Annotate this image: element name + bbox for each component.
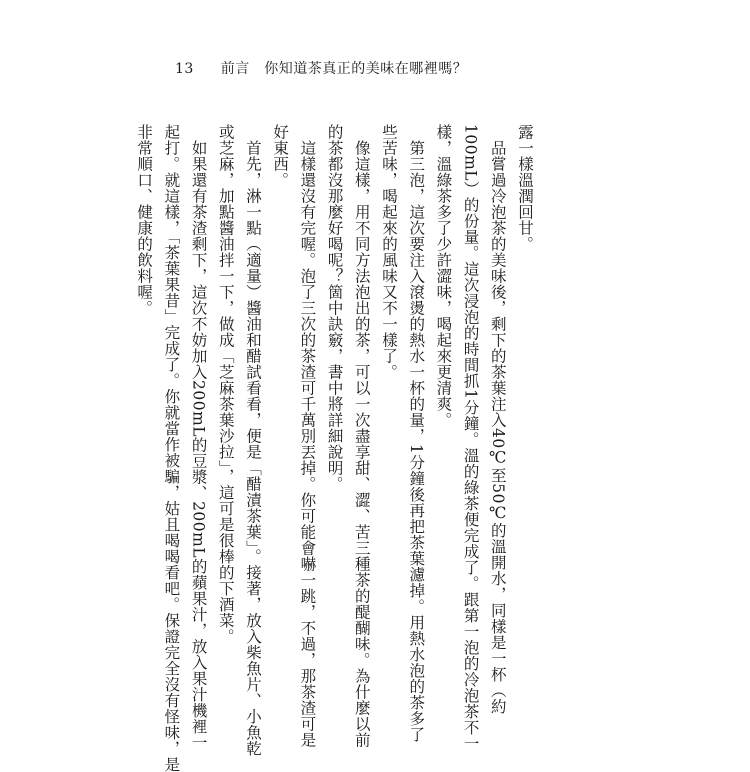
text-line: 非常順口、健康的飲料喔。 xyxy=(135,124,154,316)
text-line: 的茶都沒那麼好喝呢？箇中訣竅，書中將詳細說明。 xyxy=(325,124,344,492)
text-line: 第三泡，這次要注入滾燙的熱水一杯的量，1分鐘後再把茶葉濾掉。用熱水泡的茶多了 xyxy=(407,139,426,742)
text-line: 或芝麻，加點醬油拌一下，做成「芝麻茶葉沙拉」，這可是很棒的下酒菜。 xyxy=(216,124,235,645)
text-line: 品嘗過冷泡茶的美味後，剩下的茶葉注入40℃至50℃的溫開水，同樣是一杯（約 xyxy=(488,139,507,714)
text-line: 露一樣溫潤回甘。 xyxy=(516,124,534,252)
text-line: 100mL）的份量。這次浸泡的時間抓1分鐘。溫的綠茶便完成了。跟第一泡的冷泡茶不一 xyxy=(461,124,480,752)
text-line: 如果還有茶渣剩下，這次不妨加入200mL的豆漿、200mL的蘋果汁，放入果汁機裡一 xyxy=(189,139,208,750)
page-number: 13 xyxy=(175,61,194,77)
text-line: 好東西。 xyxy=(271,124,290,188)
text-line: 像這樣，用不同方法泡出的茶，可以一次盡享甜、澀、苦三種茶的醍醐味。為什麼以前 xyxy=(352,139,371,748)
text-line: 起打。就這樣，「茶葉果昔」完成了。你就當作被騙，姑且喝喝看吧。保證完全沒有怪味，是 xyxy=(162,124,181,772)
text-line: 首先，淋一點（適量）醬油和醋試看看，便是「醋漬茶葉」。接著，放入柴魚片、小魚乾 xyxy=(243,139,262,756)
text-line: 些苦味，喝起來的風味又不一樣了。 xyxy=(379,124,398,380)
chapter-title: 前言 你知道茶真正的美味在哪裡嗎？ xyxy=(220,61,468,77)
text-line: 樣，溫綠茶多了少許澀味，喝起來更清爽。 xyxy=(434,124,453,428)
text-line: 這樣還沒有完喔。泡了三次的茶渣可千萬別丟掉。你可能會嚇一跳，不過，那茶渣可是 xyxy=(298,139,317,748)
body-text xyxy=(130,124,538,772)
running-head xyxy=(175,58,467,78)
